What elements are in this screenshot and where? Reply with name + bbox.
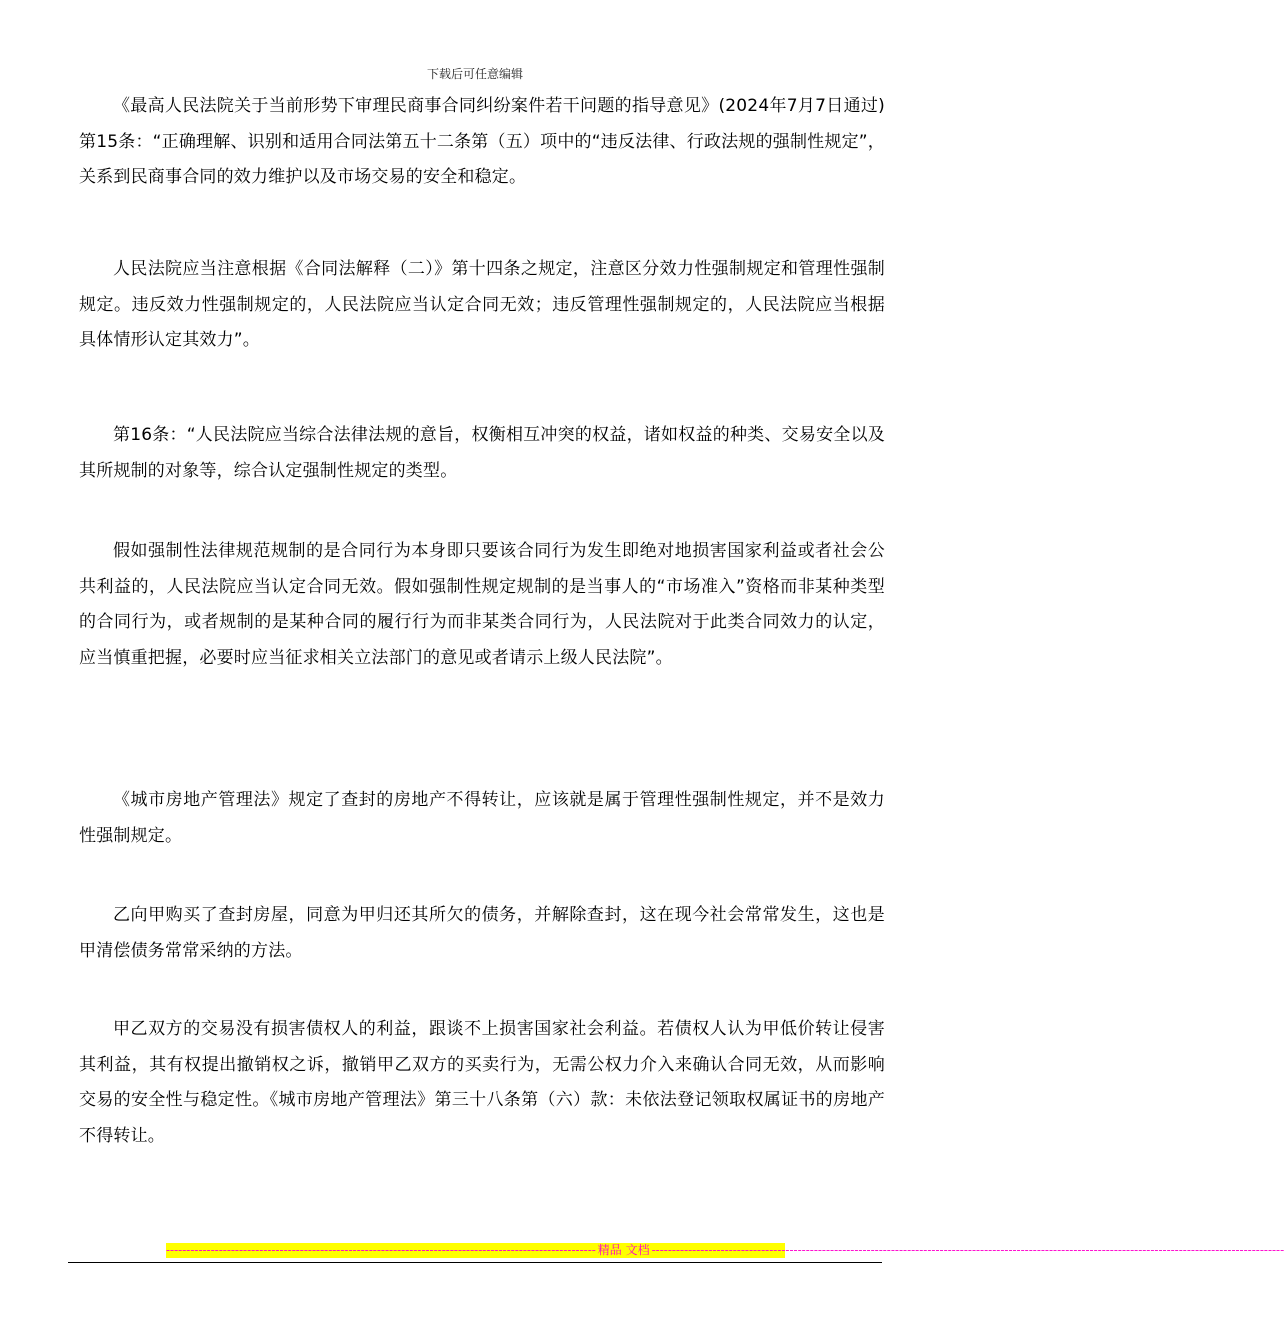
paragraph-7: 甲乙双方的交易没有损害债权人的利益，跟谈不上损害国家社会利益。若债权人认为甲低价转让侵害其利益，其有权提出撤销权之诉，撤销甲乙双方的买卖行为，无需公权力介入来确认合同无效，从而影响交易的安全性与稳定性。《城市房地产管理法》第三十八条第（六）款：未依法登记领取权属证书的房地产不得转让。 (79, 1019, 885, 1146)
footer-dash-right: ------------------------------------------------------------------------------------------------------------------------------------------------------------ (651, 1243, 1284, 1257)
footer-banner (166, 1243, 1284, 1258)
footer-dash-left: ---------------------------------------------------------------------------------------------------------- (166, 1243, 596, 1257)
paragraph-4: 假如强制性法律规范规制的是合同行为本身即只要该合同行为发生即绝对地损害国家利益或者社会公共利益的，人民法院应当认定合同无效。假如强制性规定规制的是当事人的“市场准入”资格而非某种类型的合同行为，或者规制的是某种合同的履行行为而非某类合同行为，人民法院对于此类合同效力的认定，应当慎重把握，必要时应当征求相关立法部门的意见或者请示上级人民法院”。 (79, 541, 885, 668)
paragraph-2: 人民法院应当注意根据《合同法解释（二）》第十四条之规定，注意区分效力性强制规定和管理性强制规定。违反效力性强制规定的，人民法院应当认定合同无效；违反管理性强制规定的，人民法院应当根据具体情形认定其效力”。 (79, 259, 885, 350)
footer-divider (68, 1262, 882, 1263)
paragraph-5: 《城市房地产管理法》规定了查封的房地产不得转让，应该就是属于管理性强制性规定，并不是效力性强制规定。 (79, 790, 885, 846)
header-note: 下载后可任意编辑 (426, 67, 523, 81)
paragraph-6: 乙向甲购买了查封房屋，同意为甲归还其所欠的债务，并解除查封，这在现今社会常常发生，这也是甲清偿债务常常采纳的方法。 (79, 905, 885, 961)
footer-label: 精品 文档 (597, 1243, 650, 1257)
paragraph-1: 《最高人民法院关于当前形势下审理民商事合同纠纷案件若干问题的指导意见》(2024年7月7日通过)第15条：“正确理解、识别和适用合同法第五十二条第（五）项中的“违反法律、行政法规的强制性规定”，关系到民商事合同的效力维护以及市场交易的安全和稳定。 (79, 96, 885, 187)
paragraph-3: 第16条：“人民法院应当综合法律法规的意旨，权衡相互冲突的权益，诸如权益的种类、交易安全以及其所规制的对象等，综合认定强制性规定的类型。 (79, 425, 885, 481)
